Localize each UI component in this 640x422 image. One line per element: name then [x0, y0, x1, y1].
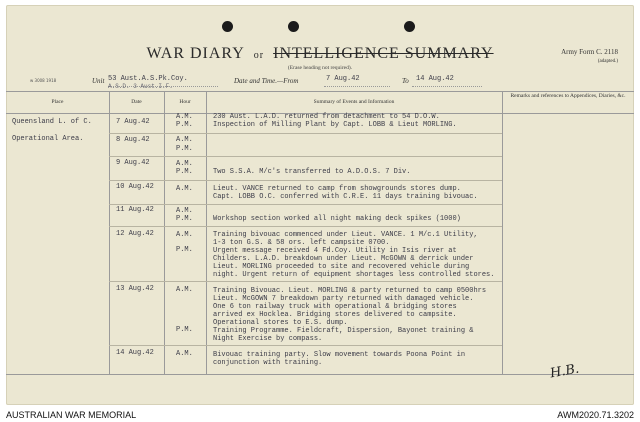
- form-subtitle: (Erase heading not required).: [287, 65, 353, 71]
- date-from-value: 7 Aug.42: [326, 75, 360, 83]
- column-header-remarks: Remarks and references to Appendices, Diaries, &c.: [510, 93, 626, 99]
- hour-entry: A.M.: [176, 231, 193, 239]
- punch-hole: [222, 21, 233, 32]
- summary-line: Inspection of Milling Plant by Capt. LOBB & Lieut MORLING.: [213, 121, 457, 129]
- summary-line: arrived ex Hocklea. Bridging stores delivered to campsite.: [213, 311, 457, 319]
- unit-value-overtyped: A.S.D. 3 Aust.I.F.: [108, 83, 173, 90]
- hour-entry: P.M.: [176, 121, 193, 129]
- date-entry: 8 Aug.42: [116, 136, 150, 144]
- army-form-label: Army Form C. 2118: [561, 48, 618, 56]
- date-entry: 14 Aug.42: [116, 349, 154, 357]
- unit-value: 53 Aust.A.S.Pk.Coy.: [108, 75, 188, 83]
- summary-line: Childers. L.A.D. breakdown under Lieut. McGOWN & derrick under: [213, 255, 474, 263]
- place-entry: Operational Area.: [12, 135, 84, 143]
- hour-entry: A.M.: [176, 113, 193, 121]
- table-top-rule: [6, 91, 634, 92]
- date-entry: 7 Aug.42: [116, 118, 150, 126]
- summary-line: Lieut. VANCE returned to camp from showgrounds stores dump.: [213, 185, 461, 193]
- army-form-number: [561, 47, 618, 67]
- place-entry: Queensland L. of C.: [12, 118, 92, 126]
- day-separator: [109, 345, 502, 346]
- hour-entry: A.M.: [176, 160, 193, 168]
- summary-line: Workshop section worked all night making deck spikes (1000): [213, 215, 461, 223]
- summary-line: night. Urgent return of equipment shortages less controlled stores.: [213, 271, 495, 279]
- table-bottom-rule: [6, 374, 634, 375]
- column-divider: [502, 91, 503, 375]
- title-war-diary: WAR DIARY: [146, 45, 245, 62]
- column-header-hour: Hour: [179, 99, 191, 105]
- accession-number: AWM2020.71.3202: [557, 410, 634, 420]
- hour-entry: A.M.: [176, 207, 193, 215]
- summary-line: Capt. LOBB O.C. conferred with C.R.E. 11 days training bivouac.: [213, 193, 478, 201]
- date-entry: 10 Aug.42: [116, 183, 154, 191]
- day-separator: [109, 204, 502, 205]
- day-separator: [109, 226, 502, 227]
- archive-credit: AUSTRALIAN WAR MEMORIAL: [6, 410, 137, 420]
- column-header-date: Date: [131, 99, 142, 105]
- hour-entry: A.M.: [176, 350, 193, 358]
- hour-entry: P.M.: [176, 246, 193, 254]
- title-or: or: [253, 50, 265, 61]
- date-to-label: To: [402, 77, 409, 85]
- summary-line: Night Exercise by compass.: [213, 335, 323, 343]
- unit-label: Unit: [92, 77, 105, 85]
- date-to-value: 14 Aug.42: [416, 75, 454, 83]
- summary-line: conjunction with training.: [213, 359, 323, 367]
- column-header-place: Place: [51, 99, 64, 105]
- army-form-sub: (adapted.): [597, 59, 618, 64]
- summary-line: Training bivouac commenced under Lieut. VANCE. 1 M/c.1 Utility,: [213, 231, 478, 239]
- summary-line: Urgent message received 4 Fd.Coy. Utility in Isis river at: [213, 247, 457, 255]
- date-entry: 11 Aug.42: [116, 206, 154, 214]
- date-entry: 9 Aug.42: [116, 159, 150, 167]
- hour-entry: A.M.: [176, 185, 193, 193]
- summary-line: Training Programme. Fieldcraft, Dispersion, Bayonet training &: [213, 327, 474, 335]
- form-title: [6, 45, 634, 63]
- day-separator: [109, 156, 502, 157]
- summary-line: Operational stores to E.S. dump.: [213, 319, 348, 327]
- summary-line: Lieut. McGOWN 7 breakdown party returned with damaged vehicle.: [213, 295, 474, 303]
- date-entry: 13 Aug.42: [116, 285, 154, 293]
- date-from-label: Date and Time.—From: [234, 77, 299, 85]
- hour-entry: P.M.: [176, 215, 193, 223]
- day-separator: [109, 133, 502, 134]
- diary-sheet: [6, 5, 634, 405]
- day-separator: [109, 180, 502, 181]
- summary-line: One 6 ton railway truck with operational & bridging stores: [213, 303, 457, 311]
- punch-hole: [288, 21, 299, 32]
- day-separator: [109, 281, 502, 282]
- summary-line: Two S.S.A. M/c's transferred to A.D.O.S. 7 Div.: [213, 168, 411, 176]
- summary-line: 230 Aust. L.A.D. returned from detachment to 54 D.O.W.: [213, 113, 440, 121]
- column-header-summary: Summary of Events and Information: [313, 99, 395, 105]
- punch-hole: [404, 21, 415, 32]
- printer-mark: w 3008 1918: [30, 78, 57, 83]
- hour-entry: P.M.: [176, 326, 193, 334]
- hour-entry: P.M.: [176, 168, 193, 176]
- signature: H.B.: [548, 361, 581, 382]
- summary-line: Lieut. MORLING proceeded to site and recovered vehicle during: [213, 263, 470, 271]
- summary-line: 1-3 ton G.S. & 58 ors. left campsite 0700.: [213, 239, 390, 247]
- hour-entry: A.M.: [176, 136, 193, 144]
- hour-entry: A.M.: [176, 286, 193, 294]
- title-struck-heading: INTELLIGENCE SUMMARY: [273, 45, 494, 62]
- date-entry: 12 Aug.42: [116, 230, 154, 238]
- summary-line: Bivouac training party. Slow movement towards Poona Point in: [213, 351, 466, 359]
- summary-line: Training Bivouac. Lieut. MORLING & party returned to camp 0500hrs: [213, 287, 487, 295]
- hour-entry: P.M.: [176, 145, 193, 153]
